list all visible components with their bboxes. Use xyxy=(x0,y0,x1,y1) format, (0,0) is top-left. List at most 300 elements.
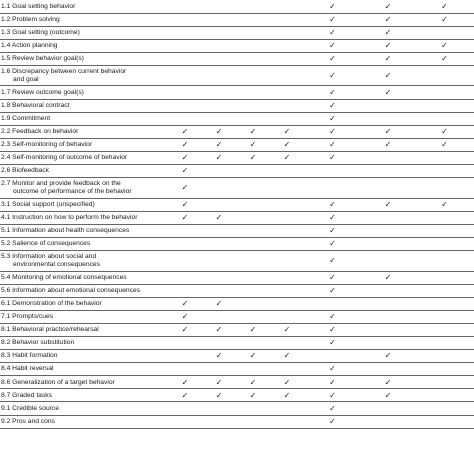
empty-cell xyxy=(361,415,415,428)
technique-label-cell xyxy=(0,65,168,86)
empty-cell xyxy=(270,415,304,428)
empty-cell xyxy=(236,198,270,211)
empty-cell xyxy=(202,178,236,199)
check-mark-icon: ✓ xyxy=(236,376,270,389)
empty-cell xyxy=(202,198,236,211)
technique-label-cell xyxy=(0,363,168,376)
empty-cell xyxy=(202,284,236,297)
check-mark-icon: ✓ xyxy=(304,415,361,428)
empty-cell xyxy=(202,65,236,86)
check-mark-icon: ✓ xyxy=(236,350,270,363)
empty-cell xyxy=(415,112,474,125)
technique-label: 8.2 Behavior substitution xyxy=(1,339,75,347)
empty-cell xyxy=(361,284,415,297)
technique-label: 1.9 Commitment xyxy=(1,114,51,122)
check-mark-icon: ✓ xyxy=(304,138,361,151)
check-mark-icon: ✓ xyxy=(415,125,474,138)
empty-cell xyxy=(236,86,270,99)
technique-label: 8.4 Habit reversal xyxy=(1,365,54,373)
empty-cell xyxy=(270,251,304,272)
technique-label-cell xyxy=(0,165,168,178)
check-mark-icon: ✓ xyxy=(415,0,474,13)
check-mark-icon: ✓ xyxy=(361,0,415,13)
check-mark-icon: ✓ xyxy=(270,151,304,164)
empty-cell xyxy=(202,224,236,237)
empty-cell xyxy=(202,0,236,13)
technique-label: 4.1 Instruction on how to perform the behavior xyxy=(1,214,138,222)
check-mark-icon: ✓ xyxy=(304,363,361,376)
technique-label: 1.7 Review outcome goal(s) xyxy=(1,88,84,96)
check-mark-icon: ✓ xyxy=(361,198,415,211)
table-row xyxy=(0,13,474,26)
empty-cell xyxy=(270,211,304,224)
empty-cell xyxy=(270,297,304,310)
technique-label: 1.8 Behavioral contract xyxy=(1,101,70,109)
table-row xyxy=(0,363,474,376)
empty-cell xyxy=(168,350,202,363)
empty-cell xyxy=(236,251,270,272)
empty-cell xyxy=(236,363,270,376)
table-row xyxy=(0,178,474,199)
empty-cell xyxy=(415,178,474,199)
check-mark-icon: ✓ xyxy=(202,350,236,363)
check-mark-icon: ✓ xyxy=(168,297,202,310)
check-mark-icon: ✓ xyxy=(304,99,361,112)
empty-cell xyxy=(270,402,304,415)
technique-label-cell xyxy=(0,271,168,284)
technique-label-cell xyxy=(0,198,168,211)
check-mark-icon: ✓ xyxy=(270,138,304,151)
empty-cell xyxy=(415,389,474,402)
technique-label: 1.4 Action planning xyxy=(1,42,58,50)
empty-cell xyxy=(361,251,415,272)
technique-label: 8.7 Graded tasks xyxy=(1,391,52,399)
empty-cell xyxy=(236,65,270,86)
check-mark-icon: ✓ xyxy=(361,125,415,138)
empty-cell xyxy=(236,310,270,323)
empty-cell xyxy=(361,99,415,112)
table-row xyxy=(0,151,474,164)
check-mark-icon: ✓ xyxy=(361,376,415,389)
technique-label-cell xyxy=(0,39,168,52)
empty-cell xyxy=(236,415,270,428)
check-mark-icon: ✓ xyxy=(270,323,304,336)
empty-cell xyxy=(361,237,415,250)
check-mark-icon: ✓ xyxy=(304,112,361,125)
empty-cell xyxy=(202,415,236,428)
technique-label-cell xyxy=(0,415,168,428)
check-mark-icon: ✓ xyxy=(202,389,236,402)
empty-cell xyxy=(202,363,236,376)
check-mark-icon: ✓ xyxy=(304,237,361,250)
empty-cell xyxy=(270,310,304,323)
check-mark-icon: ✓ xyxy=(168,165,202,178)
empty-cell xyxy=(270,198,304,211)
empty-cell xyxy=(415,251,474,272)
empty-cell xyxy=(202,310,236,323)
technique-label: 1.5 Review behavior goal(s) xyxy=(1,55,84,63)
technique-label: 5.4 Monitoring of emotional consequences xyxy=(1,273,127,281)
empty-cell xyxy=(415,26,474,39)
check-mark-icon: ✓ xyxy=(168,376,202,389)
technique-label-continuation: and goal xyxy=(13,75,39,83)
check-mark-icon: ✓ xyxy=(304,376,361,389)
check-mark-icon: ✓ xyxy=(202,376,236,389)
check-mark-icon: ✓ xyxy=(415,52,474,65)
empty-cell xyxy=(415,323,474,336)
empty-cell xyxy=(236,224,270,237)
table-row xyxy=(0,0,474,13)
empty-cell xyxy=(270,86,304,99)
check-mark-icon: ✓ xyxy=(304,151,361,164)
technique-label-cell xyxy=(0,402,168,415)
check-mark-icon: ✓ xyxy=(304,336,361,349)
check-mark-icon: ✓ xyxy=(304,271,361,284)
empty-cell xyxy=(270,237,304,250)
empty-cell xyxy=(270,178,304,199)
check-mark-icon: ✓ xyxy=(304,402,361,415)
empty-cell xyxy=(415,350,474,363)
check-mark-icon: ✓ xyxy=(236,138,270,151)
check-mark-icon: ✓ xyxy=(361,389,415,402)
technique-label: 1.1 Goal setting behavior xyxy=(1,2,76,10)
check-mark-icon: ✓ xyxy=(304,13,361,26)
empty-cell xyxy=(270,165,304,178)
technique-label: 1.6 Discrepancy between current behavior xyxy=(1,68,127,76)
empty-cell xyxy=(202,86,236,99)
technique-label-cell xyxy=(0,13,168,26)
empty-cell xyxy=(270,112,304,125)
technique-label: 9.2 Pros and cons xyxy=(1,417,55,425)
empty-cell xyxy=(236,271,270,284)
check-mark-icon: ✓ xyxy=(361,52,415,65)
check-mark-icon: ✓ xyxy=(236,389,270,402)
empty-cell xyxy=(236,284,270,297)
check-mark-icon: ✓ xyxy=(168,125,202,138)
table-row xyxy=(0,86,474,99)
check-mark-icon: ✓ xyxy=(304,389,361,402)
empty-cell xyxy=(168,26,202,39)
empty-cell xyxy=(168,0,202,13)
empty-cell xyxy=(168,271,202,284)
table-row xyxy=(0,336,474,349)
table-row xyxy=(0,237,474,250)
empty-cell xyxy=(304,297,361,310)
empty-cell xyxy=(361,178,415,199)
check-mark-icon: ✓ xyxy=(270,376,304,389)
empty-cell xyxy=(415,237,474,250)
technique-label-continuation: environmental consequences xyxy=(13,260,100,268)
empty-cell xyxy=(415,271,474,284)
check-mark-icon: ✓ xyxy=(236,151,270,164)
check-mark-icon: ✓ xyxy=(361,138,415,151)
technique-label-cell xyxy=(0,284,168,297)
empty-cell xyxy=(168,363,202,376)
empty-cell xyxy=(202,39,236,52)
empty-cell xyxy=(361,112,415,125)
technique-label: 7.1 Prompts/cues xyxy=(1,313,54,321)
empty-cell xyxy=(415,415,474,428)
table-row xyxy=(0,165,474,178)
empty-cell xyxy=(270,52,304,65)
empty-cell xyxy=(270,13,304,26)
empty-cell xyxy=(236,237,270,250)
empty-cell xyxy=(415,284,474,297)
technique-label: 1.3 Goal setting (outcome) xyxy=(1,28,80,36)
empty-cell xyxy=(361,402,415,415)
table-row xyxy=(0,125,474,138)
table-row xyxy=(0,138,474,151)
empty-cell xyxy=(361,165,415,178)
technique-label-cell xyxy=(0,52,168,65)
technique-label-cell xyxy=(0,151,168,164)
table-row xyxy=(0,251,474,272)
technique-label: 9.1 Credible source xyxy=(1,404,59,412)
check-mark-icon: ✓ xyxy=(304,211,361,224)
technique-label: 3.1 Social support (unspecified) xyxy=(1,200,95,208)
check-mark-icon: ✓ xyxy=(304,284,361,297)
table-row xyxy=(0,211,474,224)
empty-cell xyxy=(168,65,202,86)
technique-label: 5.3 Information about social and xyxy=(1,253,97,261)
check-mark-icon: ✓ xyxy=(361,86,415,99)
empty-cell xyxy=(415,86,474,99)
technique-label-cell xyxy=(0,251,168,272)
check-mark-icon: ✓ xyxy=(415,138,474,151)
empty-cell xyxy=(202,99,236,112)
empty-cell xyxy=(415,376,474,389)
technique-label-cell xyxy=(0,323,168,336)
empty-cell xyxy=(236,402,270,415)
technique-label: 2.4 Self-monitoring of outcome of behavior xyxy=(1,154,128,162)
check-mark-icon: ✓ xyxy=(304,86,361,99)
technique-label-cell xyxy=(0,99,168,112)
empty-cell xyxy=(202,112,236,125)
empty-cell xyxy=(236,178,270,199)
check-mark-icon: ✓ xyxy=(168,138,202,151)
empty-cell xyxy=(415,165,474,178)
empty-cell xyxy=(202,52,236,65)
check-mark-icon: ✓ xyxy=(202,297,236,310)
check-mark-icon: ✓ xyxy=(168,151,202,164)
empty-cell xyxy=(168,52,202,65)
empty-cell xyxy=(361,211,415,224)
empty-cell xyxy=(361,297,415,310)
check-mark-icon: ✓ xyxy=(415,198,474,211)
empty-cell xyxy=(168,402,202,415)
empty-cell xyxy=(236,52,270,65)
technique-label: 2.7 Monitor and provide feedback on the xyxy=(1,180,121,188)
technique-label: 2.3 Self-monitoring of behavior xyxy=(1,141,93,149)
table-row xyxy=(0,376,474,389)
table-row xyxy=(0,112,474,125)
technique-label-cell xyxy=(0,389,168,402)
empty-cell xyxy=(202,237,236,250)
table-row xyxy=(0,310,474,323)
check-mark-icon: ✓ xyxy=(168,211,202,224)
empty-cell xyxy=(270,284,304,297)
empty-cell xyxy=(168,112,202,125)
empty-cell xyxy=(270,0,304,13)
table-row xyxy=(0,39,474,52)
check-mark-icon: ✓ xyxy=(304,323,361,336)
empty-cell xyxy=(361,336,415,349)
check-mark-icon: ✓ xyxy=(236,125,270,138)
empty-cell xyxy=(236,26,270,39)
empty-cell xyxy=(236,112,270,125)
table-row xyxy=(0,271,474,284)
check-mark-icon: ✓ xyxy=(304,65,361,86)
technique-label-cell xyxy=(0,376,168,389)
technique-label-cell xyxy=(0,310,168,323)
empty-cell xyxy=(415,297,474,310)
empty-cell xyxy=(168,237,202,250)
empty-cell xyxy=(415,363,474,376)
technique-label: 8.3 Habit formation xyxy=(1,352,58,360)
check-mark-icon: ✓ xyxy=(304,0,361,13)
technique-label: 5.6 Information about emotional consequences xyxy=(1,286,141,294)
technique-label: 8.6 Generalization of a target behavior xyxy=(1,378,115,386)
empty-cell xyxy=(236,165,270,178)
technique-label-cell xyxy=(0,125,168,138)
check-mark-icon: ✓ xyxy=(168,389,202,402)
table-row xyxy=(0,198,474,211)
table-row xyxy=(0,65,474,86)
check-mark-icon: ✓ xyxy=(361,271,415,284)
empty-cell xyxy=(270,271,304,284)
check-mark-icon: ✓ xyxy=(270,389,304,402)
empty-cell xyxy=(361,323,415,336)
technique-label: 5.2 Salience of consequences xyxy=(1,240,91,248)
table-row xyxy=(0,99,474,112)
empty-cell xyxy=(168,99,202,112)
technique-label-cell xyxy=(0,86,168,99)
empty-cell xyxy=(236,13,270,26)
check-mark-icon: ✓ xyxy=(361,39,415,52)
empty-cell xyxy=(304,350,361,363)
check-mark-icon: ✓ xyxy=(361,13,415,26)
empty-cell xyxy=(270,65,304,86)
empty-cell xyxy=(168,39,202,52)
check-mark-icon: ✓ xyxy=(202,323,236,336)
check-mark-icon: ✓ xyxy=(415,39,474,52)
empty-cell xyxy=(270,99,304,112)
empty-cell xyxy=(168,86,202,99)
empty-cell xyxy=(361,151,415,164)
check-mark-icon: ✓ xyxy=(304,198,361,211)
empty-cell xyxy=(202,336,236,349)
empty-cell xyxy=(236,39,270,52)
technique-label-continuation: outcome of performance of the behavior xyxy=(13,187,132,195)
empty-cell xyxy=(202,13,236,26)
check-mark-icon: ✓ xyxy=(361,65,415,86)
technique-label-cell xyxy=(0,350,168,363)
empty-cell xyxy=(361,224,415,237)
table-row xyxy=(0,224,474,237)
check-mark-icon: ✓ xyxy=(304,125,361,138)
technique-label-cell xyxy=(0,178,168,199)
check-mark-icon: ✓ xyxy=(304,310,361,323)
table-row xyxy=(0,389,474,402)
table-row xyxy=(0,52,474,65)
check-mark-icon: ✓ xyxy=(202,151,236,164)
check-mark-icon: ✓ xyxy=(168,198,202,211)
empty-cell xyxy=(168,13,202,26)
technique-label-cell xyxy=(0,138,168,151)
empty-cell xyxy=(236,99,270,112)
technique-label: 5.1 Information about health consequences xyxy=(1,227,130,235)
empty-cell xyxy=(415,99,474,112)
empty-cell xyxy=(415,402,474,415)
check-mark-icon: ✓ xyxy=(304,224,361,237)
empty-cell xyxy=(270,39,304,52)
check-mark-icon: ✓ xyxy=(168,310,202,323)
technique-label-cell xyxy=(0,112,168,125)
table-row xyxy=(0,284,474,297)
empty-cell xyxy=(236,211,270,224)
check-mark-icon: ✓ xyxy=(304,251,361,272)
empty-cell xyxy=(202,251,236,272)
empty-cell xyxy=(304,165,361,178)
technique-label-cell xyxy=(0,297,168,310)
empty-cell xyxy=(168,284,202,297)
check-mark-icon: ✓ xyxy=(202,211,236,224)
empty-cell xyxy=(415,151,474,164)
empty-cell xyxy=(415,224,474,237)
check-mark-icon: ✓ xyxy=(168,178,202,199)
empty-cell xyxy=(415,211,474,224)
technique-label-cell xyxy=(0,224,168,237)
technique-label-cell xyxy=(0,237,168,250)
empty-cell xyxy=(202,26,236,39)
table-row xyxy=(0,402,474,415)
check-mark-icon: ✓ xyxy=(202,138,236,151)
empty-cell xyxy=(304,178,361,199)
empty-cell xyxy=(202,165,236,178)
technique-label: 1.2 Problem solving xyxy=(1,15,60,23)
technique-label-cell xyxy=(0,0,168,13)
empty-cell xyxy=(270,224,304,237)
check-mark-icon: ✓ xyxy=(168,323,202,336)
empty-cell xyxy=(415,310,474,323)
check-mark-icon: ✓ xyxy=(270,350,304,363)
empty-cell xyxy=(168,336,202,349)
empty-cell xyxy=(236,336,270,349)
technique-label-cell xyxy=(0,211,168,224)
table-row xyxy=(0,26,474,39)
empty-cell xyxy=(415,65,474,86)
technique-label: 2.6 Biofeedback xyxy=(1,167,49,175)
empty-cell xyxy=(168,251,202,272)
table-row xyxy=(0,323,474,336)
check-mark-icon: ✓ xyxy=(304,39,361,52)
empty-cell xyxy=(202,271,236,284)
empty-cell xyxy=(270,363,304,376)
empty-cell xyxy=(361,363,415,376)
check-mark-icon: ✓ xyxy=(361,350,415,363)
table-row xyxy=(0,350,474,363)
empty-cell xyxy=(270,26,304,39)
technique-label-cell xyxy=(0,336,168,349)
technique-label: 6.1 Demonstration of the behavior xyxy=(1,299,102,307)
technique-label-cell xyxy=(0,26,168,39)
empty-cell xyxy=(236,297,270,310)
check-mark-icon: ✓ xyxy=(304,52,361,65)
empty-cell xyxy=(168,224,202,237)
check-mark-icon: ✓ xyxy=(270,125,304,138)
empty-cell xyxy=(168,415,202,428)
technique-label: 2.2 Feedback on behavior xyxy=(1,128,79,136)
